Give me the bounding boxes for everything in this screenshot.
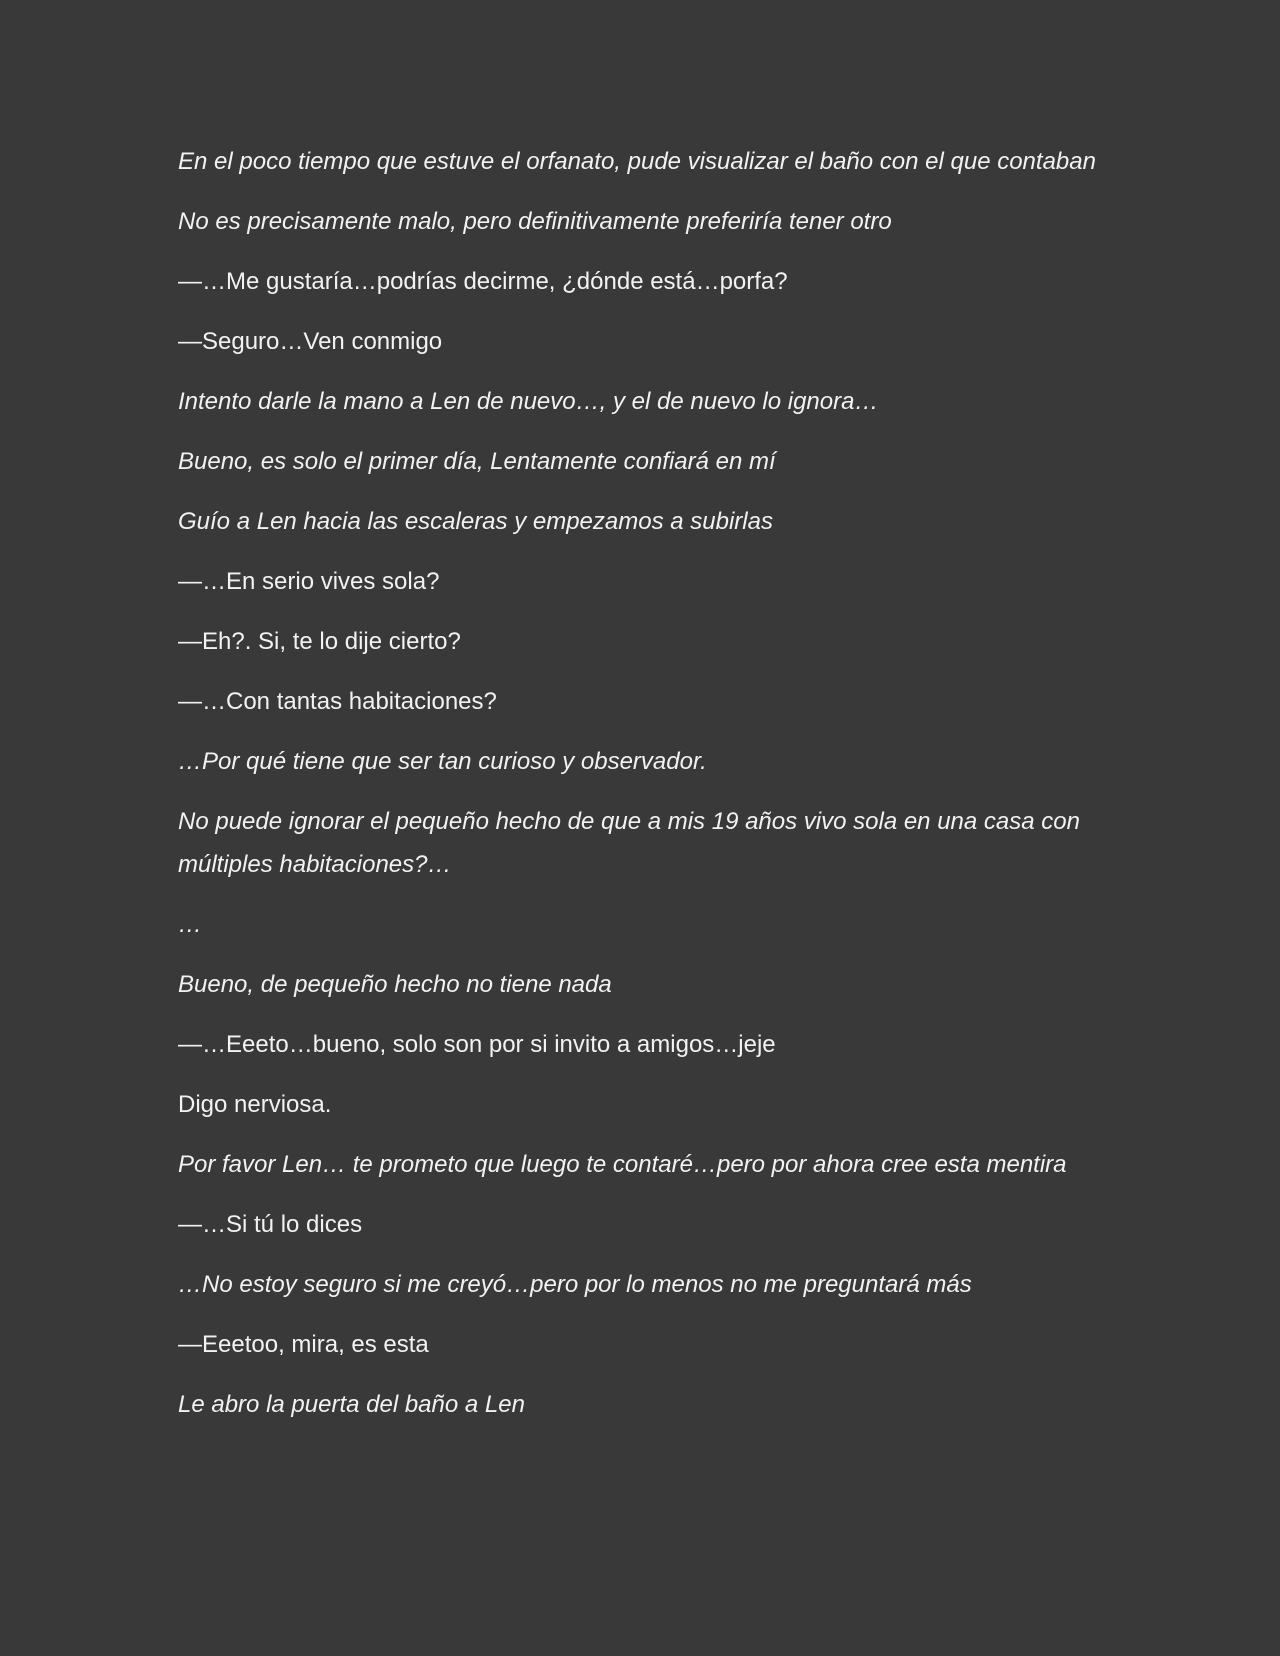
paragraph: —…Con tantas habitaciones?: [178, 688, 497, 715]
paragraph: —…En serio vives sola?: [178, 568, 440, 595]
paragraph: —Eh?. Si, te lo dije cierto?: [178, 628, 461, 655]
paragraph: No es precisamente malo, pero definitivamente preferiría tener otro: [178, 208, 892, 235]
paragraph: Intento darle la mano a Len de nuevo…, y el de nuevo lo ignora…: [178, 388, 879, 415]
paragraph: Digo nerviosa.: [178, 1091, 332, 1118]
paragraph: —…Eeeto…bueno, solo son por si invito a amigos…jeje: [178, 1031, 776, 1058]
paragraph: Bueno, de pequeño hecho no tiene nada: [178, 971, 612, 998]
paragraph: Por favor Len… te prometo que luego te contaré…pero por ahora cree esta mentira: [178, 1151, 1067, 1178]
paragraph: En el poco tiempo que estuve el orfanato, pude visualizar el baño con el que contaban: [178, 148, 1096, 175]
paragraph: Bueno, es solo el primer día, Lentamente confiará en mí: [178, 448, 776, 475]
paragraph: …No estoy seguro si me creyó…pero por lo menos no me preguntará más: [178, 1271, 972, 1298]
paragraph: Guío a Len hacia las escaleras y empezamos a subirlas: [178, 508, 773, 535]
paragraph: —Seguro…Ven conmigo: [178, 328, 443, 355]
paragraph: —…Me gustaría…podrías decirme, ¿dónde está…porfa?: [178, 268, 788, 295]
paragraph: —…Si tú lo dices: [178, 1211, 363, 1238]
paragraph: Le abro la puerta del baño a Len: [178, 1391, 525, 1418]
paragraph: —Eeetoo, mira, es esta: [178, 1331, 429, 1358]
paragraph: No puede ignorar el pequeño hecho de que a mis 19 años vivo sola en una casa con múltiples habitaciones?…: [178, 808, 1080, 878]
paragraph: …: [178, 911, 202, 938]
story-text: [178, 140, 1102, 1426]
paragraph: …Por qué tiene que ser tan curioso y observador.: [178, 748, 707, 775]
